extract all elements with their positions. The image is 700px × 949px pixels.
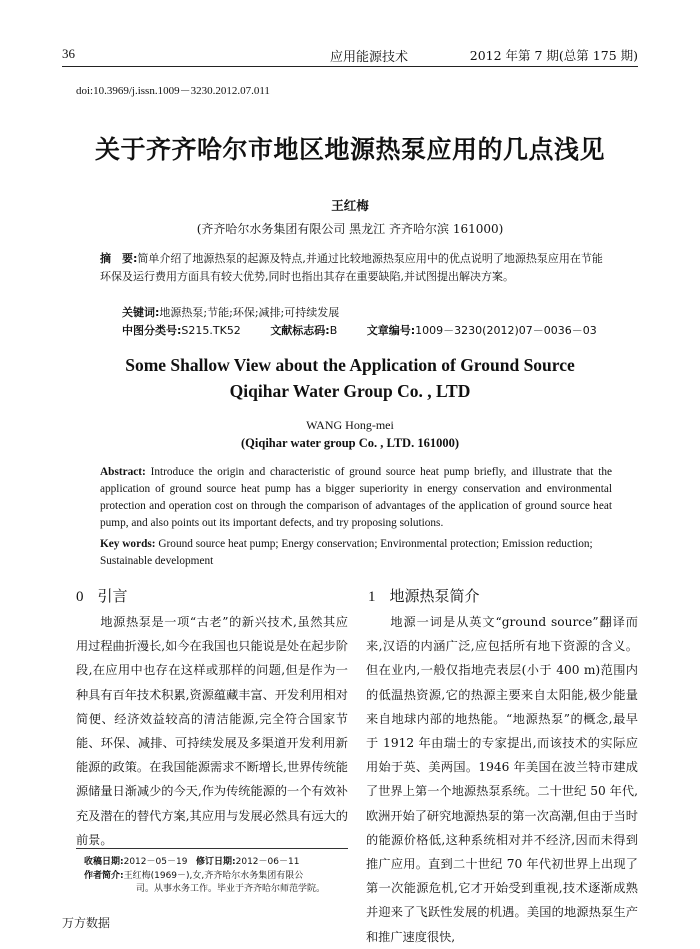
classification-row: [122, 322, 622, 338]
abstract-chinese-label: 摘 要:: [100, 252, 138, 265]
footnote: [84, 856, 354, 897]
article-number-value: 1009－3230(2012)07－0036－03: [415, 324, 597, 337]
right-column: [366, 610, 638, 949]
title-chinese: 关于齐齐哈尔市地区地源热泵应用的几点浅见: [94, 135, 605, 164]
keywords-chinese-label: 关键词:: [122, 306, 160, 319]
left-column: [76, 610, 348, 852]
clc-label: 中图分类号:: [122, 324, 182, 337]
title-english: [0, 352, 700, 404]
keywords-english-label: Key words:: [100, 538, 156, 550]
abstract-english: [100, 464, 612, 532]
journal-name: 应用能源技术: [330, 50, 409, 65]
header-rule: [62, 66, 638, 67]
clc-value: S215.TK52: [181, 324, 241, 337]
section-1-number: 1: [368, 589, 376, 605]
bio-label: 作者简介:: [84, 870, 124, 881]
footnote-bio: [84, 870, 354, 897]
affiliation-english: (Qiqihar water group Co. , LTD. 161000): [241, 436, 459, 450]
section-1-heading: [368, 585, 480, 606]
section-1-paragraph: 地源一词是从英文“ground source”翻译而来,汉语的内涵广泛,应包括所有地下资源的含义。但在业内,一般仅指地壳表层(小于 400 m)范围内的低温热资源,它的热源主要来自太阳能,极少能量来自地球内部的地热能。“地源热泵”的概念,最早于 1912 年由瑞士的专家提出,而该技术的实际应用始于英、美两国。1946 年美国在波兰特市建成了世界上第一个地源热泵系统。二十世纪 50 年代,欧洲开始了研究地源热泵的第一次高潮,但由于当时的能源价格低,这种系统相对并不经济,因而未得到推广应用。直到二十世纪 70 年代初世界上出现了第一次能源危机,它才开始受到重视,技术逐渐成熟并迎来了飞跃性发展的机遇。美国的地源热泵生产和推广速度很快,: [366, 615, 638, 944]
received-label: 收稿日期:: [84, 857, 124, 867]
bio-line1: 王红梅(1969－),女,齐齐哈尔水务集团有限公: [123, 870, 304, 881]
title-english-line1: Some Shallow View about the Application of Ground Source: [125, 355, 575, 375]
abstract-chinese-text: 简单介绍了地源热泵的起源及特点,并通过比较地源热泵应用中的优点说明了地源热泵应用在节能环保及运行费用方面具有较大优势,同时也指出其存在重要缺陷,并试图提出解决方案。: [100, 252, 603, 283]
abstract-english-label: Abstract:: [100, 466, 146, 478]
revised-label: 修订日期:: [196, 857, 236, 867]
watermark: 万方数据: [62, 916, 111, 930]
article-number: [367, 324, 597, 337]
section-0-paragraph: 地源热泵是一项“古老”的新兴技术,虽然其应用过程曲折漫长,如今在我国也只能说是处在起步阶段,在应用中也存在这样或那样的问题,但是作为一种具有百年技术积累,资源蕴藏丰富、开发利用相对简便、经济效益较高的清洁能源,完全符合国家节能、环保、减排、可持续发展及多渠道开发利用新能源的政策。在我国能源需求不断增长,世界传统能源储量日渐减少的今天,作为传统能源的一个有效补充及潜在的替代方案,其应用与发展必然具有远大的前景。: [76, 615, 348, 847]
revised-date: 2012－06－11: [235, 857, 300, 867]
bio-line2: 司。从事水务工作。毕业于齐齐哈尔师范学院。: [136, 884, 326, 894]
affiliation-chinese: (齐齐哈尔水务集团有限公司 黑龙江 齐齐哈尔滨 161000): [196, 222, 504, 236]
section-1-title: 地源热泵简介: [389, 587, 480, 605]
document-code-value: B: [329, 324, 338, 337]
abstract-chinese: [100, 250, 610, 285]
keywords-english-text: Ground source heat pump; Energy conservation; Environmental protection; Emission reduction; Sustainable development: [100, 538, 593, 567]
footnote-dates: [84, 856, 354, 870]
clc-number: [122, 324, 241, 337]
journal-issue: 2012 年第 7 期(总第 175 期): [469, 48, 638, 63]
document-code: [270, 324, 337, 337]
doi[interactable]: doi:10.3969/j.issn.1009－3230.2012.07.011: [76, 85, 270, 97]
article-number-label: 文章编号:: [366, 324, 416, 337]
author-english: WANG Hong-mei: [306, 418, 394, 432]
section-0-number: 0: [76, 589, 84, 605]
title-english-line2: Qiqihar Water Group Co. , LTD: [229, 381, 471, 401]
received-date: 2012－05－19: [123, 857, 188, 867]
abstract-english-text: Introduce the origin and characteristic of ground source heat pump briefly, and illustrate that the application of ground source heat pump has a bigger superiority in energy conservation and environmental protection and operation cost on through the comparison of advantages of the application of ground source heat pump, and also points out its important defects, and try proposing solutions.: [100, 466, 612, 529]
author-chinese: 王红梅: [331, 198, 369, 213]
keywords-chinese-text: 地源热泵;节能;环保;减排;可持续发展: [159, 306, 340, 319]
section-0-title: 引言: [97, 587, 128, 605]
footnote-rule: [76, 848, 348, 849]
keywords-chinese: [122, 304, 612, 320]
keywords-english: [100, 536, 612, 570]
document-code-label: 文献标志码:: [270, 324, 330, 337]
section-0-heading: [76, 585, 128, 606]
page-number: 36: [62, 46, 75, 61]
